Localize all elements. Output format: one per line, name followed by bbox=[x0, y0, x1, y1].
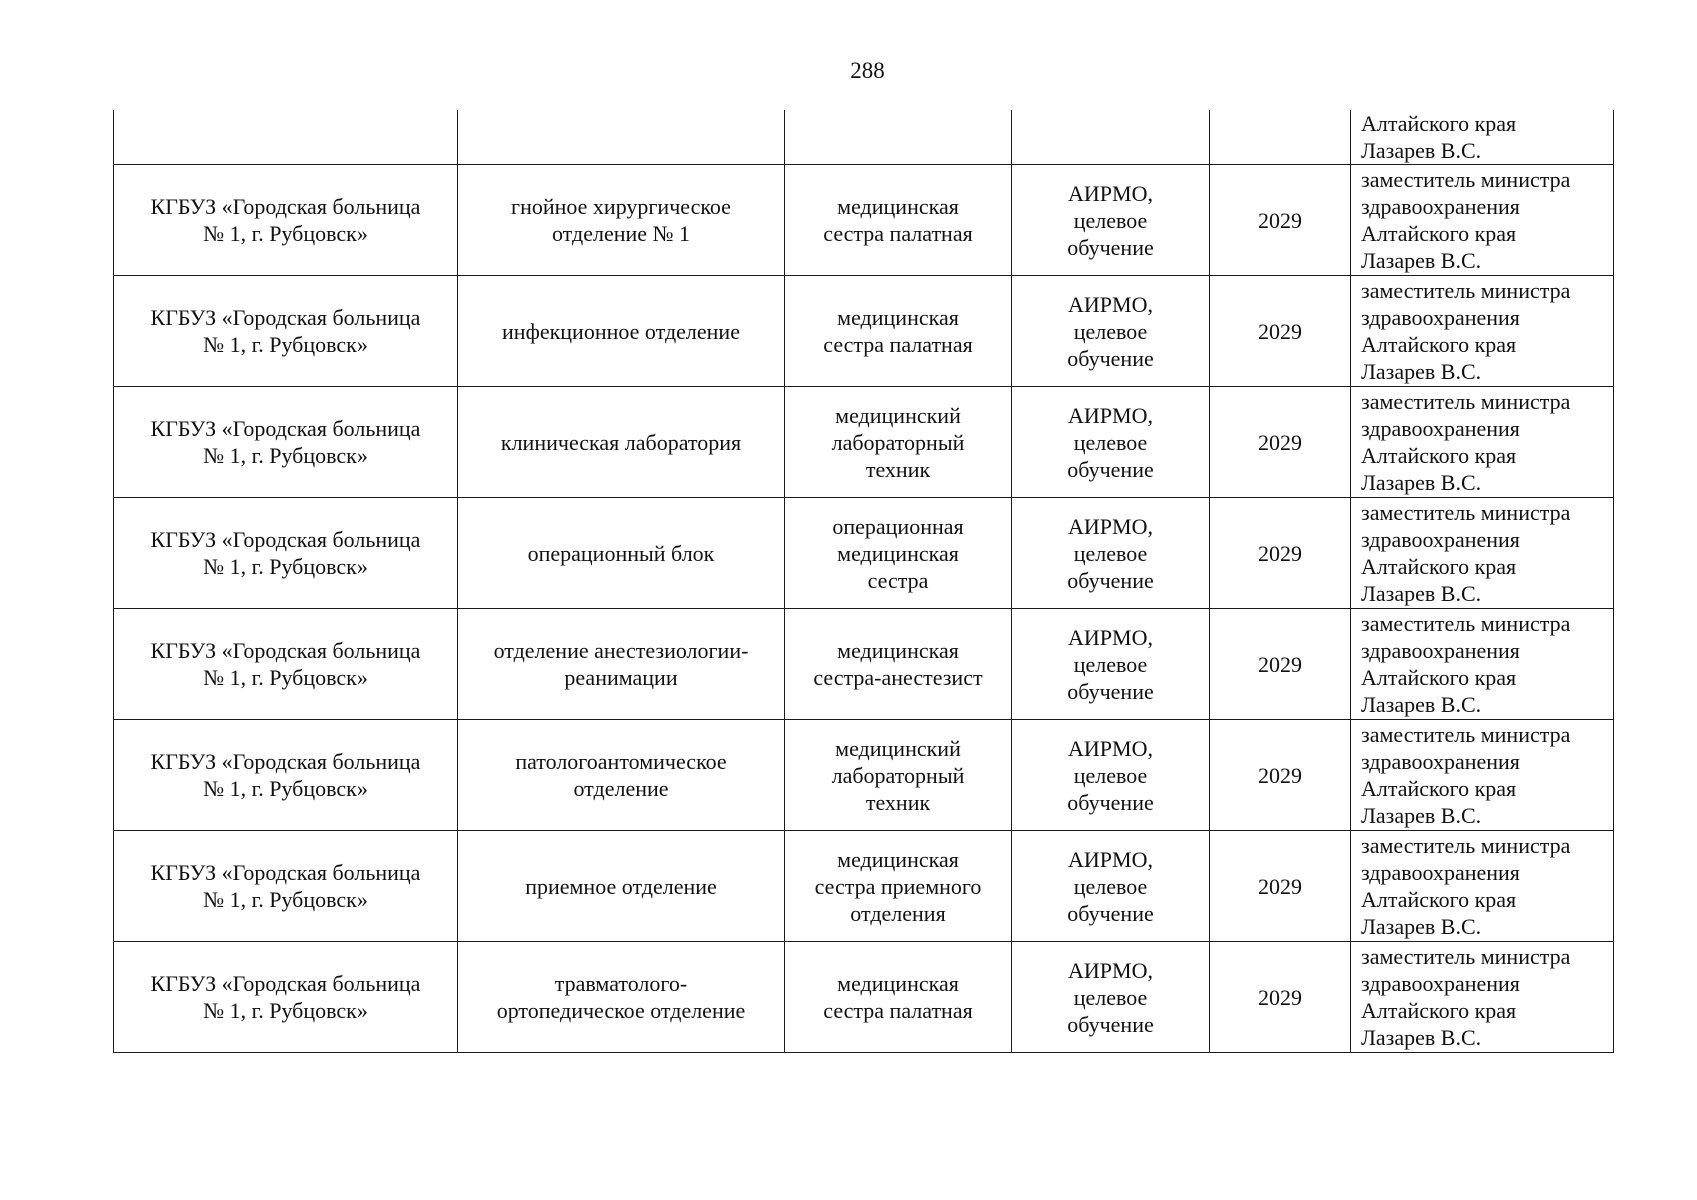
position-line: лабораторный bbox=[831, 762, 965, 788]
training-line: целевое bbox=[1073, 762, 1148, 788]
training-cell bbox=[1012, 165, 1210, 276]
approver-line: здравоохранения bbox=[1361, 860, 1520, 885]
position-line: отделения bbox=[850, 900, 946, 926]
organization-cell bbox=[114, 831, 458, 942]
position-cell bbox=[785, 276, 1012, 387]
training-line: обучение bbox=[1067, 789, 1154, 815]
training-line: целевое bbox=[1073, 984, 1148, 1010]
approver-cell bbox=[1351, 110, 1614, 165]
approver-line: Алтайского края bbox=[1361, 998, 1517, 1023]
organization-line: КГБУЗ «Городская больница bbox=[150, 194, 421, 219]
position-line: медицинский bbox=[835, 402, 961, 428]
training-line: целевое bbox=[1073, 540, 1148, 566]
department-line: гнойное хирургическое bbox=[511, 194, 731, 219]
organization-line: КГБУЗ «Городская больница bbox=[150, 416, 421, 441]
position-line: сестра палатная bbox=[823, 332, 973, 357]
department-line: патологоантомическое bbox=[515, 749, 727, 774]
department-cell bbox=[458, 165, 785, 276]
year-cell: 2029 bbox=[1210, 720, 1351, 831]
organization-line: КГБУЗ «Городская больница bbox=[150, 749, 421, 774]
training-line: обучение bbox=[1067, 456, 1154, 482]
department-cell bbox=[458, 609, 785, 720]
table-row bbox=[114, 498, 1614, 609]
organization-line: КГБУЗ «Городская больница bbox=[150, 305, 421, 330]
department-cell bbox=[458, 276, 785, 387]
approver-cell bbox=[1351, 498, 1614, 609]
training-line: АИРМО, bbox=[1068, 402, 1153, 428]
department-cell bbox=[458, 720, 785, 831]
training-line: целевое bbox=[1073, 651, 1148, 677]
approver-line: Лазарев В.С. bbox=[1361, 1025, 1482, 1050]
department-cell bbox=[458, 942, 785, 1053]
training-cell bbox=[1012, 831, 1210, 942]
organization-line: КГБУЗ «Городская больница bbox=[150, 638, 421, 663]
position-line: сестра палатная bbox=[823, 998, 973, 1023]
year-cell: 2029 bbox=[1210, 831, 1351, 942]
year-cell: 2029 bbox=[1210, 609, 1351, 720]
approver-line: здравоохранения bbox=[1361, 971, 1520, 996]
training-line: целевое bbox=[1073, 318, 1148, 344]
approver-line: Лазарев В.С. bbox=[1361, 692, 1482, 717]
position-line: медицинская bbox=[837, 540, 959, 566]
department-line: реанимации bbox=[564, 665, 678, 690]
department-line: отделение № 1 bbox=[551, 221, 691, 246]
approver-line: Лазарев В.С. bbox=[1361, 914, 1482, 939]
training-line: обучение bbox=[1067, 678, 1154, 704]
training-cell bbox=[1012, 387, 1210, 498]
approver-cell bbox=[1351, 165, 1614, 276]
staffing-table bbox=[113, 110, 1614, 1053]
organization-line: № 1, г. Рубцовск» bbox=[203, 665, 368, 690]
position-cell bbox=[785, 110, 1012, 165]
training-line: АИРМО, bbox=[1068, 735, 1153, 761]
training-cell bbox=[1012, 110, 1210, 165]
approver-cell bbox=[1351, 831, 1614, 942]
training-line: обучение bbox=[1067, 900, 1154, 926]
organization-cell bbox=[114, 387, 458, 498]
training-cell bbox=[1012, 720, 1210, 831]
approver-line: заместитель министра bbox=[1361, 167, 1571, 192]
organization-cell bbox=[114, 609, 458, 720]
table-row bbox=[114, 831, 1614, 942]
department-line: инфекционное отделение bbox=[502, 318, 740, 344]
year-cell bbox=[1210, 110, 1351, 165]
approver-line: здравоохранения bbox=[1361, 194, 1520, 219]
approver-line: Лазарев В.С. bbox=[1361, 470, 1482, 495]
year-cell: 2029 bbox=[1210, 276, 1351, 387]
training-line: АИРМО, bbox=[1068, 291, 1153, 317]
position-line: сестра-анестезист bbox=[813, 665, 983, 690]
approver-line: Лазарев В.С. bbox=[1361, 581, 1482, 606]
organization-line: № 1, г. Рубцовск» bbox=[203, 887, 368, 912]
approver-line: Лазарев В.С. bbox=[1361, 138, 1482, 163]
organization-cell bbox=[114, 165, 458, 276]
position-line: медицинская bbox=[837, 971, 959, 996]
department-line: травматолого- bbox=[554, 971, 688, 996]
organization-cell bbox=[114, 498, 458, 609]
training-cell bbox=[1012, 276, 1210, 387]
training-line: обучение bbox=[1067, 345, 1154, 371]
approver-line: Алтайского края bbox=[1361, 665, 1517, 690]
position-cell bbox=[785, 498, 1012, 609]
organization-line: № 1, г. Рубцовск» bbox=[203, 443, 368, 468]
department-line: ортопедическое отделение bbox=[496, 998, 746, 1023]
organization-line: № 1, г. Рубцовск» bbox=[203, 554, 368, 579]
position-cell bbox=[785, 720, 1012, 831]
department-line: отделение анестезиологии- bbox=[493, 638, 749, 663]
year-cell: 2029 bbox=[1210, 942, 1351, 1053]
approver-line: заместитель министра bbox=[1361, 389, 1571, 414]
position-cell bbox=[785, 165, 1012, 276]
position-line: лабораторный bbox=[831, 429, 965, 455]
department-cell bbox=[458, 110, 785, 165]
training-line: обучение bbox=[1067, 234, 1154, 260]
position-line: медицинская bbox=[837, 638, 959, 663]
approver-line: здравоохранения bbox=[1361, 527, 1520, 552]
approver-line: Алтайского края bbox=[1361, 887, 1517, 912]
organization-line: № 1, г. Рубцовск» bbox=[203, 221, 368, 246]
organization-line: № 1, г. Рубцовск» bbox=[203, 332, 368, 357]
approver-cell bbox=[1351, 609, 1614, 720]
training-line: АИРМО, bbox=[1068, 180, 1153, 206]
organization-line: № 1, г. Рубцовск» bbox=[203, 776, 368, 801]
table-row bbox=[114, 276, 1614, 387]
approver-line: Лазарев В.С. bbox=[1361, 803, 1482, 828]
table-row bbox=[114, 387, 1614, 498]
approver-line: здравоохранения bbox=[1361, 416, 1520, 441]
approver-line: заместитель министра bbox=[1361, 611, 1571, 636]
table-row bbox=[114, 165, 1614, 276]
approver-cell bbox=[1351, 276, 1614, 387]
training-cell bbox=[1012, 609, 1210, 720]
table-body bbox=[114, 110, 1614, 1053]
approver-line: Алтайского края bbox=[1361, 332, 1517, 357]
position-line: сестра приемного bbox=[814, 873, 982, 899]
approver-line: заместитель министра bbox=[1361, 833, 1571, 858]
training-line: АИРМО, bbox=[1068, 513, 1153, 539]
training-cell bbox=[1012, 942, 1210, 1053]
table-row bbox=[114, 609, 1614, 720]
position-line: техник bbox=[865, 456, 931, 482]
organization-cell bbox=[114, 720, 458, 831]
position-cell bbox=[785, 831, 1012, 942]
position-cell bbox=[785, 609, 1012, 720]
position-line: медицинская bbox=[837, 305, 959, 330]
training-line: целевое bbox=[1073, 207, 1148, 233]
training-cell bbox=[1012, 498, 1210, 609]
organization-line: КГБУЗ «Городская больница bbox=[150, 860, 421, 885]
table-row bbox=[114, 942, 1614, 1053]
organization-line: КГБУЗ «Городская больница bbox=[150, 971, 421, 996]
training-line: АИРМО, bbox=[1068, 624, 1153, 650]
organization-line: № 1, г. Рубцовск» bbox=[203, 998, 368, 1023]
table-row bbox=[114, 720, 1614, 831]
approver-line: Алтайского края bbox=[1361, 221, 1517, 246]
approver-line: здравоохранения bbox=[1361, 305, 1520, 330]
approver-line: здравоохранения bbox=[1361, 749, 1520, 774]
approver-cell bbox=[1351, 942, 1614, 1053]
position-line: медицинская bbox=[837, 194, 959, 219]
training-line: целевое bbox=[1073, 873, 1148, 899]
continuation-row bbox=[114, 110, 1614, 165]
training-line: АИРМО, bbox=[1068, 957, 1153, 983]
position-cell bbox=[785, 387, 1012, 498]
training-line: АИРМО, bbox=[1068, 846, 1153, 872]
approver-line: Лазарев В.С. bbox=[1361, 359, 1482, 384]
organization-cell bbox=[114, 110, 458, 165]
approver-line: Алтайского края bbox=[1361, 554, 1517, 579]
approver-line: здравоохранения bbox=[1361, 638, 1520, 663]
approver-line: Алтайского края bbox=[1361, 111, 1517, 136]
position-line: операционная bbox=[832, 513, 964, 539]
department-cell bbox=[458, 831, 785, 942]
position-line: техник bbox=[865, 789, 931, 815]
year-cell: 2029 bbox=[1210, 498, 1351, 609]
approver-line: заместитель министра bbox=[1361, 278, 1571, 303]
department-cell bbox=[458, 498, 785, 609]
year-cell: 2029 bbox=[1210, 387, 1351, 498]
training-line: обучение bbox=[1067, 567, 1154, 593]
approver-line: Алтайского края bbox=[1361, 776, 1517, 801]
organization-line: КГБУЗ «Городская больница bbox=[150, 527, 421, 552]
approver-line: Лазарев В.С. bbox=[1361, 248, 1482, 273]
organization-cell bbox=[114, 942, 458, 1053]
position-line: сестра палатная bbox=[823, 221, 973, 246]
approver-cell bbox=[1351, 720, 1614, 831]
department-line: операционный блок bbox=[527, 540, 715, 566]
organization-cell bbox=[114, 276, 458, 387]
training-line: обучение bbox=[1067, 1011, 1154, 1037]
approver-line: заместитель министра bbox=[1361, 500, 1571, 525]
position-line: медицинский bbox=[835, 735, 961, 761]
year-cell: 2029 bbox=[1210, 165, 1351, 276]
position-line: сестра bbox=[867, 567, 929, 593]
training-line: целевое bbox=[1073, 429, 1148, 455]
page-number: 288 bbox=[850, 58, 885, 83]
position-cell bbox=[785, 942, 1012, 1053]
approver-line: Алтайского края bbox=[1361, 443, 1517, 468]
department-line: приемное отделение bbox=[525, 873, 717, 899]
department-line: отделение bbox=[573, 776, 669, 801]
position-line: медицинская bbox=[837, 846, 959, 872]
department-line: клиническая лаборатория bbox=[500, 429, 742, 455]
approver-line: заместитель министра bbox=[1361, 944, 1571, 969]
approver-cell bbox=[1351, 387, 1614, 498]
department-cell bbox=[458, 387, 785, 498]
approver-line: заместитель министра bbox=[1361, 722, 1571, 747]
